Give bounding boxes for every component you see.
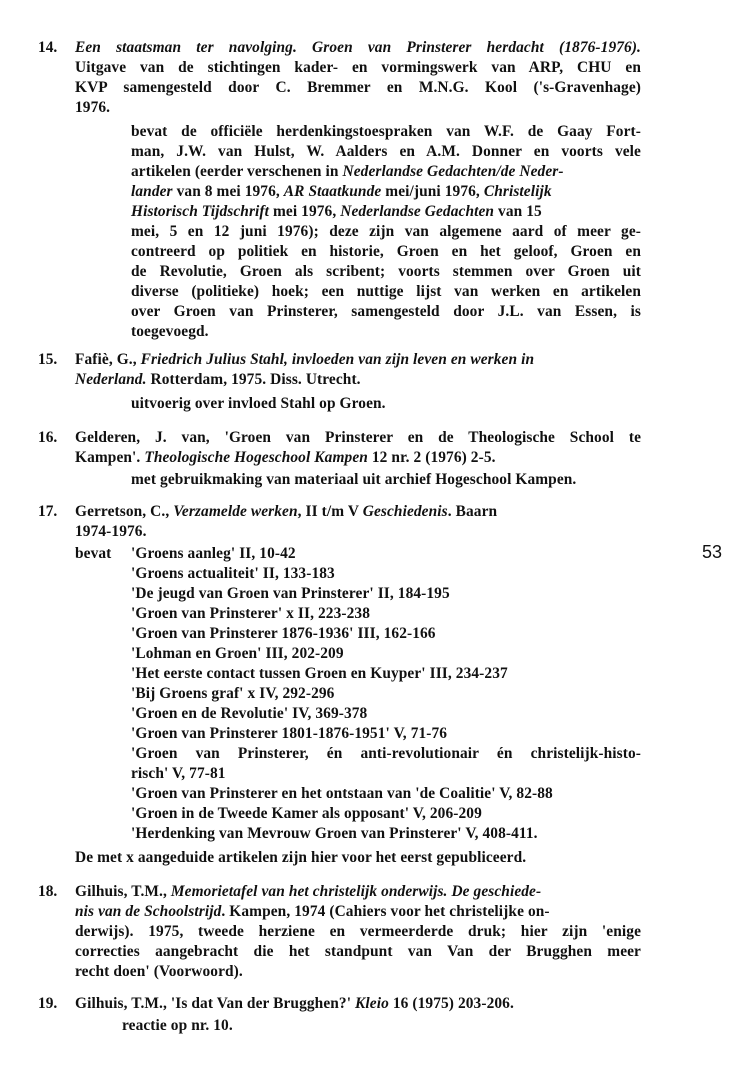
entry-line: Fafiè, G., Friedrich Julius Stahl, invloeden van zijn leven en werken in	[75, 351, 535, 368]
entry-text: recht doen' (Voorwoord).	[75, 963, 243, 980]
bevat-label: bevat	[75, 545, 112, 562]
annotation-text: toegevoegd.	[131, 323, 209, 340]
annotation-text: de Revolutie, Groen als scribent; voorts stemmen over Groen uit	[131, 263, 641, 280]
entry-text: 1976.	[75, 99, 111, 116]
entry-text: KVP samengesteld door C. Bremmer en M.N.G. Kool ('s-Gravenhage)	[75, 79, 641, 96]
entry-text: Uitgave van de stichtingen kader- en vormingswerk van ARP, CHU en	[75, 59, 641, 76]
list-item: 'Groen en de Revolutie' IV, 369-378	[131, 705, 368, 722]
entry-text: 1974-1976.	[75, 523, 147, 540]
list-item: 'Groen in de Tweede Kamer als opposant' V, 206-209	[131, 805, 482, 822]
list-item: 'Groen van Prinsterer en het ontstaan van 'de Coalitie' V, 82-88	[131, 785, 553, 802]
entry-number: 15.	[38, 351, 58, 368]
annotation-text: diverse (politieke) hoek; een nuttige lijst van werken en artikelen	[131, 283, 641, 300]
list-item: 'De jeugd van Groen van Prinsterer' II, 184-195	[131, 585, 450, 602]
list-item: 'Het eerste contact tussen Groen en Kuyper' III, 234-237	[131, 665, 508, 682]
annotation-text: over Groen van Prinsterer, samengesteld door J.L. van Essen, is	[131, 303, 641, 320]
entry-title: Een staatsman ter navolging. Groen van Prinsterer herdacht (1876-1976).	[75, 39, 641, 56]
list-item: 'Herdenking van Mevrouw Groen van Prinsterer' V, 408-411.	[131, 825, 538, 842]
list-item: 'Lohman en Groen' III, 202-209	[131, 645, 344, 662]
entry-text: Gelderen, J. van, 'Groen van Prinsterer en de Theologische School te	[75, 429, 641, 446]
page-number: 53	[702, 542, 723, 562]
list-item: 'Groens actualiteit' II, 133-183	[131, 565, 335, 582]
entry-number: 16.	[38, 429, 58, 446]
list-item: 'Groen van Prinsterer, én anti-revolutionair én christelijk-histo-	[131, 745, 641, 762]
list-item: 'Groen van Prinsterer 1876-1936' III, 162-166	[131, 625, 436, 642]
entry-line: Kampen'. Theologische Hogeschool Kampen 12 nr. 2 (1976) 2-5.	[75, 449, 496, 466]
annotation-text: contreerd op politiek en historie, Groen en het geloof, Groen en	[131, 243, 641, 260]
list-item: 'Groens aanleg' II, 10-42	[131, 545, 296, 562]
list-item: 'Groen van Prinsterer' x II, 223-238	[131, 605, 370, 622]
annotation-text: mei, 5 en 12 juni 1976); deze zijn van algemene aard of meer ge-	[131, 223, 641, 240]
annotation-line: lander van 8 mei 1976, AR Staatkunde mei/juni 1976, Christelijk	[131, 183, 552, 200]
annotation-line: Historisch Tijdschrift mei 1976, Nederlandse Gedachten van 15	[131, 203, 542, 220]
entry-line: Gilhuis, T.M., Memorietafel van het christelijk onderwijs. De geschiede-	[75, 883, 542, 900]
annotation-text: reactie op nr. 10.	[122, 1017, 233, 1034]
entry-number: 14.	[38, 39, 58, 56]
entry-line: Gilhuis, T.M., 'Is dat Van der Brugghen?' Kleio 16 (1975) 203-206.	[75, 995, 514, 1012]
entry-line: nis van de Schoolstrijd. Kampen, 1974 (Cahiers voor het christelijke on-	[75, 903, 550, 920]
list-item: 'Bij Groens graf' x IV, 292-296	[131, 685, 335, 702]
entry-footnote: De met x aangeduide artikelen zijn hier voor het eerst gepubliceerd.	[75, 849, 527, 866]
annotation-line: artikelen (eerder verschenen in Nederlandse Gedachten/de Neder-	[131, 163, 564, 180]
annotation-text: bevat de officiële herdenkingstoespraken van W.F. de Gaay Fort-	[131, 123, 641, 140]
entry-number: 18.	[38, 883, 58, 900]
annotation-text: man, J.W. van Hulst, W. Aalders en A.M. Donner en voorts vele	[131, 143, 641, 160]
entry-text: derwijs). 1975, tweede herziene en vermeerderde druk; hier zijn 'enige	[75, 923, 641, 940]
entry-number: 17.	[38, 503, 58, 520]
list-item: 'Groen van Prinsterer 1801-1876-1951' V, 71-76	[131, 725, 448, 742]
entry-number: 19.	[38, 995, 58, 1012]
annotation-text: uitvoerig over invloed Stahl op Groen.	[131, 395, 386, 412]
entry-text: correcties aangebracht die het standpunt van Van der Brugghen meer	[75, 943, 641, 960]
annotation-text: met gebruikmaking van materiaal uit archief Hogeschool Kampen.	[131, 471, 577, 488]
list-item: risch' V, 77-81	[131, 765, 226, 782]
entry-line: Gerretson, C., Verzamelde werken, II t/m V Geschiedenis. Baarn	[75, 503, 498, 520]
entry-line: Nederland. Rotterdam, 1975. Diss. Utrecht.	[75, 371, 361, 388]
